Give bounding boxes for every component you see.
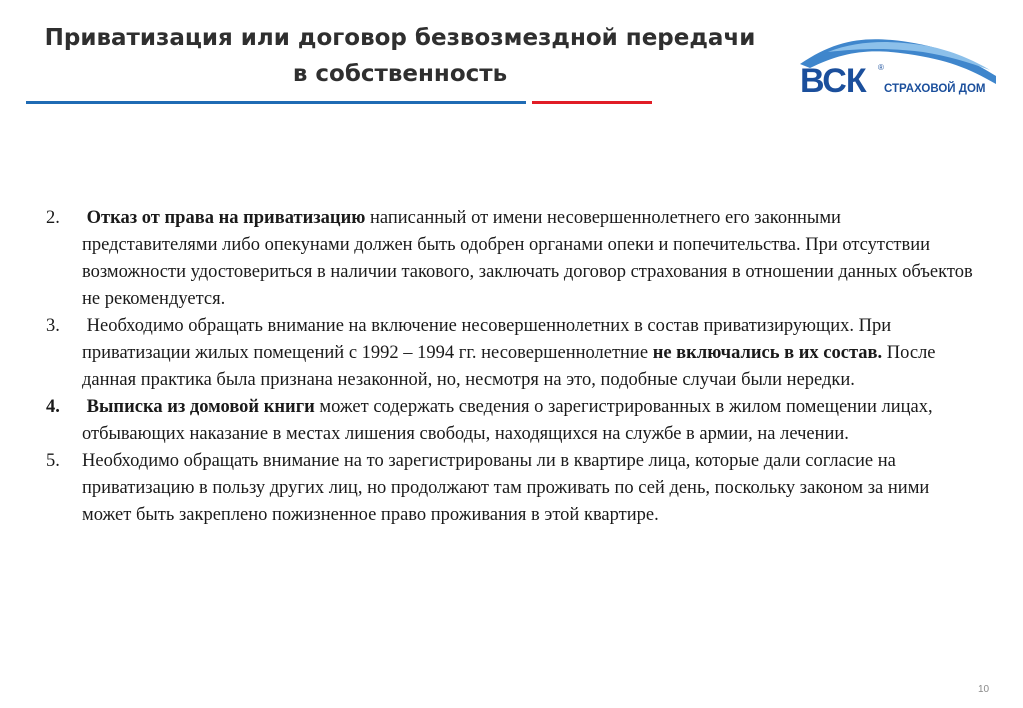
logo-registered-mark: ® <box>878 63 884 72</box>
item-text: написанный от имени несовершеннолетнего его законными представителями либо опекунами должен быть одобрен органами опеки и попечительства. При отсутствии возможности удостовериться в наличии такового, заключать договор страхования в отношении данных объектов не рекомендуется. <box>82 208 973 309</box>
list-item-number: 2. <box>46 208 60 228</box>
item-text: может содержать сведения о зарегистрированных в жилом помещении лицах, отбывающих наказание в местах лишения свободы, находящихся на службе в армии, на лечении. <box>82 397 933 444</box>
content-list <box>46 205 976 529</box>
list-item-number: 5. <box>46 451 60 471</box>
item-text: Необходимо обращать внимание на то зарегистрированы ли в квартире лица, которые дали согласие на приватизацию в пользу других лиц, но продолжают там проживать по сей день, поскольку законом за ними может быть закреплено пожизненное право проживания в этой квартире. <box>82 451 930 525</box>
title-underline-blue <box>26 101 526 104</box>
logo-brand-text: ВСК <box>800 62 866 98</box>
slide-title <box>20 20 780 92</box>
list-item-number: 4. <box>46 397 60 417</box>
item-text: Необходимо обращать внимание на включение несовершеннолетних в состав приватизирующих. При приватизации жилых помещений с 1992 – 1994 гг. несовершеннолетние <box>82 316 892 363</box>
page-number: 10 <box>978 684 990 695</box>
logo-tagline: СТРАХОВОЙ ДОМ <box>884 83 986 95</box>
slide-title-line-1: Приватизация или договор безвозмездной передачи <box>44 25 756 51</box>
list-item-text <box>82 313 976 394</box>
list-item <box>46 394 976 448</box>
list-item <box>46 313 976 394</box>
list-item-text <box>82 205 976 313</box>
list-item-number: 3. <box>46 316 60 336</box>
slide-title-line-2: в собственность <box>292 61 508 87</box>
title-underline-red <box>532 101 652 104</box>
bold-lead: Отказ от права на приватизацию <box>86 208 366 228</box>
bold-mid: не включались в их состав. <box>652 343 883 363</box>
list-item-text <box>82 394 976 448</box>
bold-lead: Выписка из домовой книги <box>86 397 315 417</box>
list-item-text <box>82 448 976 529</box>
vsk-logo <box>798 34 998 98</box>
item-text: После данная практика была признана незаконной, но, несмотря на это, подобные случаи были нередки. <box>82 343 936 390</box>
list-item <box>46 448 976 529</box>
list-item <box>46 205 976 313</box>
